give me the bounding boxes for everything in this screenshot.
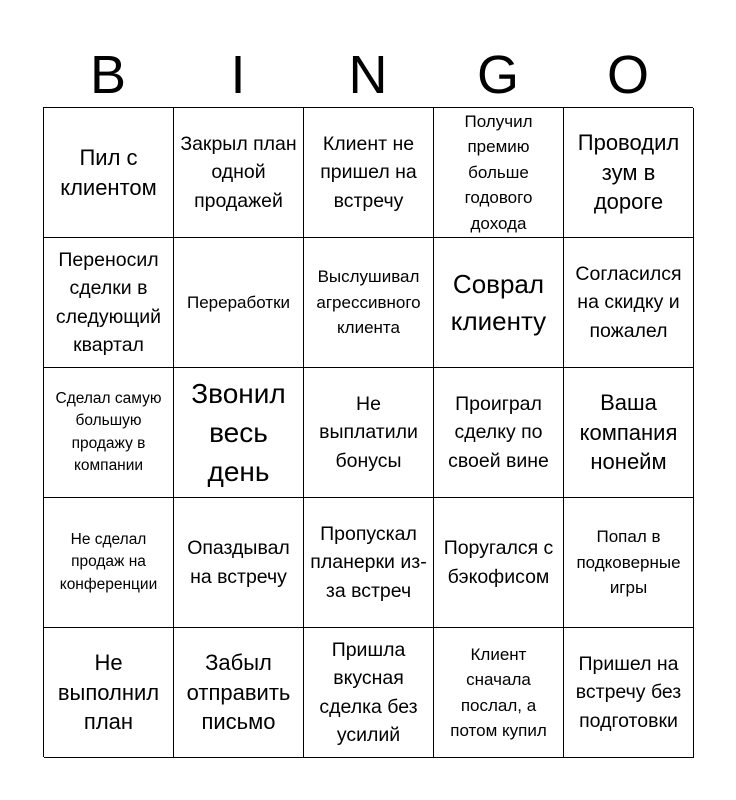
header-letter-i: I: [230, 45, 246, 105]
bingo-cell[interactable]: Ваша компания нонейм: [564, 368, 694, 498]
bingo-cell[interactable]: Звонил весь день: [174, 368, 304, 498]
bingo-cell[interactable]: Не сделал продаж на конференции: [44, 498, 174, 628]
bingo-cell[interactable]: Выслушивал агрессивного клиента: [304, 238, 434, 368]
bingo-cell[interactable]: Проводил зум в дороге: [564, 108, 694, 238]
header-letter-g: G: [476, 45, 519, 105]
bingo-cell[interactable]: Поругался с бэкофисом: [434, 498, 564, 628]
bingo-cell[interactable]: Переносил сделки в следующий квартал: [44, 238, 174, 368]
header-letter-n: N: [348, 45, 388, 105]
bingo-cell[interactable]: Проиграл сделку по своей вине: [434, 368, 564, 498]
bingo-cell[interactable]: Опаздывал на встречу: [174, 498, 304, 628]
bingo-cell[interactable]: Пропускал планерки из-за встреч: [304, 498, 434, 628]
bingo-cell[interactable]: Переработки: [174, 238, 304, 368]
bingo-cell[interactable]: Пришел на встречу без подготовки: [564, 628, 694, 758]
bingo-cell[interactable]: Попал в подковерные игры: [564, 498, 694, 628]
header-letter-o: O: [606, 45, 649, 105]
bingo-cell[interactable]: Клиент не пришел на встречу: [304, 108, 434, 238]
bingo-header: [43, 42, 693, 108]
bingo-cell[interactable]: Соврал клиенту: [434, 238, 564, 368]
bingo-cell[interactable]: Клиент сначала послал, а потом купил: [434, 628, 564, 758]
bingo-cell[interactable]: Получил премию больше годового дохода: [434, 108, 564, 238]
bingo-cell[interactable]: Пришла вкусная сделка без усилий: [304, 628, 434, 758]
bingo-cell[interactable]: Не выполнил план: [44, 628, 174, 758]
bingo-cell[interactable]: Согласился на скидку и пожалел: [564, 238, 694, 368]
bingo-cell[interactable]: Забыл отправить письмо: [174, 628, 304, 758]
bingo-cell[interactable]: Не выплатили бонусы: [304, 368, 434, 498]
header-letter-b: B: [89, 45, 127, 105]
bingo-cell[interactable]: Сделал самую большую продажу в компании: [44, 368, 174, 498]
bingo-board: [43, 107, 693, 757]
bingo-cell[interactable]: Пил с клиентом: [44, 108, 174, 238]
bingo-cell[interactable]: Закрыл план одной продажей: [174, 108, 304, 238]
